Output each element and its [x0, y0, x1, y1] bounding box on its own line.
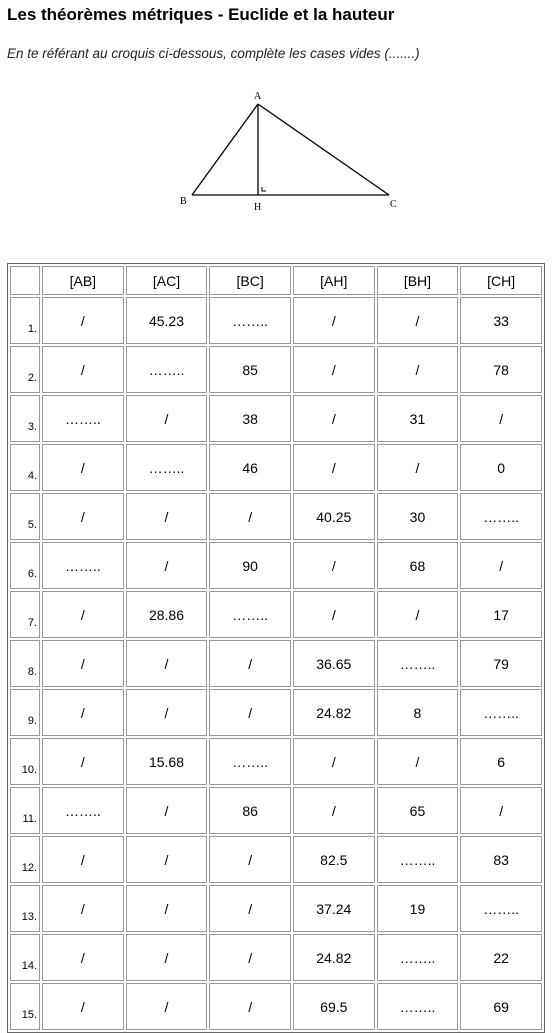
label-h: H — [254, 202, 262, 213]
row-number: 14. — [10, 934, 40, 981]
table-cell: 38 — [209, 395, 291, 442]
table-cell: 0 — [460, 444, 542, 491]
table-cell: / — [460, 395, 542, 442]
table-row — [10, 787, 542, 834]
table-cell: / — [42, 493, 124, 540]
table-cell: / — [42, 640, 124, 687]
table-cell: 69 — [460, 983, 542, 1030]
table-cell: / — [377, 591, 459, 638]
blank-cell[interactable]: …….. — [460, 885, 542, 932]
table-cell: 79 — [460, 640, 542, 687]
table-cell: / — [377, 444, 459, 491]
blank-cell[interactable]: …….. — [377, 836, 459, 883]
table-cell: 83 — [460, 836, 542, 883]
table-cell: 8 — [377, 689, 459, 736]
row-number: 10. — [10, 738, 40, 785]
table-row — [10, 983, 542, 1030]
table-cell: / — [377, 738, 459, 785]
blank-cell[interactable]: …….. — [42, 542, 124, 589]
table-cell: / — [209, 493, 291, 540]
table-cell: 69.5 — [293, 983, 375, 1030]
table-cell: / — [126, 640, 208, 687]
table-cell: 19 — [377, 885, 459, 932]
table-cell: 33 — [460, 297, 542, 344]
table-cell: / — [126, 787, 208, 834]
blank-cell[interactable]: …….. — [42, 395, 124, 442]
table-cell: / — [126, 493, 208, 540]
table-row — [10, 493, 542, 540]
table-cell: / — [42, 738, 124, 785]
table-header-row — [10, 266, 542, 295]
table-row — [10, 395, 542, 442]
table-cell: / — [209, 640, 291, 687]
row-number: 1. — [10, 297, 40, 344]
blank-cell[interactable]: …….. — [126, 444, 208, 491]
table-cell: 68 — [377, 542, 459, 589]
table-cell: / — [42, 346, 124, 393]
row-number: 6. — [10, 542, 40, 589]
table-row — [10, 346, 542, 393]
table-cell: / — [209, 836, 291, 883]
row-number: 4. — [10, 444, 40, 491]
header-corner — [10, 266, 40, 295]
table-row — [10, 640, 542, 687]
table-cell: / — [209, 689, 291, 736]
table-cell: 6 — [460, 738, 542, 785]
table-cell: / — [42, 934, 124, 981]
blank-cell[interactable]: …….. — [126, 346, 208, 393]
label-c: C — [390, 199, 397, 210]
table-cell: 40.25 — [293, 493, 375, 540]
table-cell: / — [126, 983, 208, 1030]
table-cell: / — [42, 297, 124, 344]
table-cell: / — [42, 444, 124, 491]
table-cell: / — [377, 346, 459, 393]
header-ch: [CH] — [460, 266, 542, 295]
blank-cell[interactable]: …….. — [209, 297, 291, 344]
row-number: 13. — [10, 885, 40, 932]
right-angle-mark — [262, 187, 266, 191]
table-row — [10, 591, 542, 638]
table-row — [10, 542, 542, 589]
blank-cell[interactable]: …….. — [460, 493, 542, 540]
blank-cell[interactable]: …….. — [377, 983, 459, 1030]
table-cell: / — [42, 983, 124, 1030]
row-number: 3. — [10, 395, 40, 442]
table-cell: 78 — [460, 346, 542, 393]
table-cell: / — [126, 885, 208, 932]
row-number: 5. — [10, 493, 40, 540]
blank-cell[interactable]: …….. — [209, 591, 291, 638]
table-row — [10, 934, 542, 981]
table-cell: / — [126, 395, 208, 442]
table-cell: 24.82 — [293, 934, 375, 981]
table-cell: 24.82 — [293, 689, 375, 736]
header-ah: [AH] — [293, 266, 375, 295]
table-cell: / — [42, 591, 124, 638]
side-ab — [192, 104, 258, 195]
triangle-diagram — [170, 85, 410, 215]
table-cell: 37.24 — [293, 885, 375, 932]
table-row — [10, 297, 542, 344]
table-cell: / — [460, 787, 542, 834]
table-cell: / — [293, 787, 375, 834]
blank-cell[interactable]: …….. — [42, 787, 124, 834]
table-cell: / — [293, 591, 375, 638]
blank-cell[interactable]: …….. — [209, 738, 291, 785]
table-cell: / — [293, 542, 375, 589]
row-number: 9. — [10, 689, 40, 736]
row-number: 8. — [10, 640, 40, 687]
table-cell: / — [293, 444, 375, 491]
table-row — [10, 885, 542, 932]
table-cell: / — [209, 934, 291, 981]
table-row — [10, 836, 542, 883]
table-cell: / — [126, 542, 208, 589]
table-cell: 31 — [377, 395, 459, 442]
page-title: Les théorèmes métriques - Euclide et la hauteur — [7, 5, 395, 24]
exercise-table — [7, 263, 545, 1033]
table-cell: 90 — [209, 542, 291, 589]
table-cell: 22 — [460, 934, 542, 981]
table-cell: 46 — [209, 444, 291, 491]
table-cell: / — [42, 689, 124, 736]
table-cell: 15.68 — [126, 738, 208, 785]
table-cell: 30 — [377, 493, 459, 540]
row-number: 2. — [10, 346, 40, 393]
table-cell: / — [293, 738, 375, 785]
blank-cell[interactable]: …….. — [377, 934, 459, 981]
table-cell: / — [42, 885, 124, 932]
table-cell: / — [126, 934, 208, 981]
table-cell: 82.5 — [293, 836, 375, 883]
row-number: 7. — [10, 591, 40, 638]
table-cell: 17 — [460, 591, 542, 638]
table-cell: 85 — [209, 346, 291, 393]
header-bc: [BC] — [209, 266, 291, 295]
table-cell: / — [293, 395, 375, 442]
row-number: 15. — [10, 983, 40, 1030]
table-row — [10, 738, 542, 785]
table-cell: 45.23 — [126, 297, 208, 344]
row-number: 12. — [10, 836, 40, 883]
table-cell: 28.86 — [126, 591, 208, 638]
table-row — [10, 444, 542, 491]
side-ac — [258, 104, 389, 195]
header-ac: [AC] — [126, 266, 208, 295]
blank-cell[interactable]: …….. — [377, 640, 459, 687]
table-cell: / — [126, 836, 208, 883]
instruction-text: En te référant au croquis ci-dessous, complète les cases vides (.......) — [7, 46, 420, 61]
label-b: B — [180, 196, 187, 207]
table-cell: / — [293, 297, 375, 344]
table-cell: / — [209, 885, 291, 932]
header-bh: [BH] — [377, 266, 459, 295]
table-cell: 86 — [209, 787, 291, 834]
table-row — [10, 689, 542, 736]
header-ab: [AB] — [42, 266, 124, 295]
row-number: 11. — [10, 787, 40, 834]
table-cell: / — [293, 346, 375, 393]
table-cell: / — [460, 542, 542, 589]
table-cell: / — [209, 983, 291, 1030]
table-cell: / — [126, 689, 208, 736]
table-cell: 36.65 — [293, 640, 375, 687]
table-cell: / — [377, 297, 459, 344]
blank-cell[interactable]: …….. — [460, 689, 542, 736]
label-a: A — [254, 91, 262, 102]
table-cell: / — [42, 836, 124, 883]
table-cell: 65 — [377, 787, 459, 834]
